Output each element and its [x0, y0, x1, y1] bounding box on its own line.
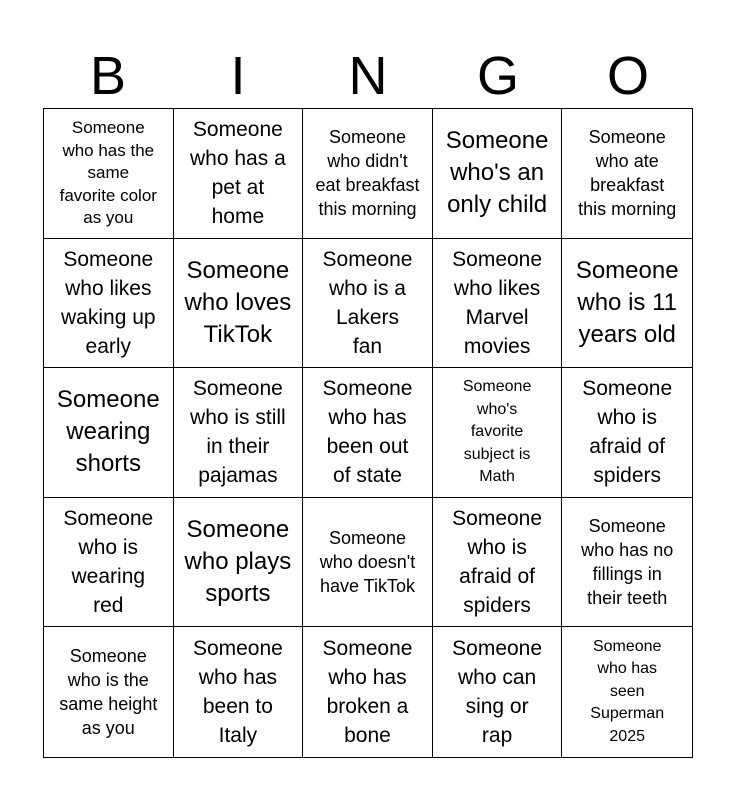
cell-text: Someone who didn't eat breakfast this morning [315, 127, 420, 220]
cell-text: Someone who can sing or rap [452, 637, 543, 748]
cell-text: Someone who likes Marvel movies [452, 247, 543, 358]
cell-text: Someone who is a Lakers fan [322, 247, 413, 358]
bingo-cell-r5-c2[interactable] [174, 627, 304, 757]
header-letter-g: G [476, 46, 519, 106]
bingo-cell-r3-c2[interactable] [174, 368, 304, 498]
bingo-cell-r5-c5[interactable] [562, 627, 692, 757]
bingo-cell-r1-c3[interactable] [303, 109, 433, 239]
bingo-cell-r3-c5[interactable] [562, 368, 692, 498]
cell-text: Someone who ate breakfast this morning [578, 127, 677, 220]
bingo-cell-r1-c1[interactable] [44, 109, 174, 239]
cell-text: Someone who doesn't have TikTok [319, 528, 416, 597]
bingo-cell-r3-c4[interactable] [433, 368, 563, 498]
cell-text: Someone who has broken a bone [322, 637, 413, 748]
cell-text: Someone who has a pet at home [190, 118, 286, 229]
bingo-cell-r1-c2[interactable] [174, 109, 304, 239]
bingo-cell-r1-c4[interactable] [433, 109, 563, 239]
bingo-cell-r3-c1[interactable] [44, 368, 174, 498]
bingo-cell-r2-c3[interactable] [303, 239, 433, 369]
bingo-cell-r2-c2[interactable] [174, 239, 304, 369]
cell-text: Someone who likes waking up early [61, 247, 156, 358]
cell-text: Someone who loves TikTok [184, 256, 292, 348]
bingo-cell-r2-c5[interactable] [562, 239, 692, 369]
cell-text: Someone who's an only child [445, 127, 549, 219]
cell-text: Someone who is wearing red [63, 507, 154, 618]
cell-text: Someone who has been out of state [322, 377, 413, 488]
cell-text: Someone who has seen Superman 2025 [590, 637, 665, 745]
bingo-cell-r2-c4[interactable] [433, 239, 563, 369]
bingo-header [43, 44, 693, 108]
bingo-cell-r4-c4[interactable] [433, 498, 563, 628]
header-letter-i: I [230, 46, 246, 106]
cell-text: Someone who has the same favorite color as you [59, 118, 157, 228]
bingo-cell-r4-c1[interactable] [44, 498, 174, 628]
bingo-cell-r5-c4[interactable] [433, 627, 563, 757]
cell-text: Someone who is 11 years old [575, 256, 679, 348]
bingo-cell-r4-c2[interactable] [174, 498, 304, 628]
bingo-cell-r5-c3[interactable] [303, 627, 433, 757]
bingo-cell-r4-c3[interactable] [303, 498, 433, 628]
cell-text: Someone who is the same height as you [59, 646, 158, 739]
cell-text: Someone who's favorite subject is Math [462, 378, 532, 486]
cell-text: Someone who has been to Italy [192, 637, 283, 748]
cell-text: Someone wearing shorts [56, 386, 160, 478]
header-letter-o: O [606, 46, 649, 106]
bingo-board [43, 108, 693, 758]
bingo-cell-r1-c5[interactable] [562, 109, 692, 239]
cell-text: Someone who is still in their pajamas [190, 377, 286, 488]
cell-text: Someone who is afraid of spiders [452, 507, 543, 618]
header-letter-b: B [89, 46, 127, 106]
header-letter-n: N [348, 46, 388, 106]
cell-text: Someone who plays sports [184, 516, 292, 608]
bingo-cell-r3-c3[interactable] [303, 368, 433, 498]
bingo-cell-r5-c1[interactable] [44, 627, 174, 757]
cell-text: Someone who has no fillings in their teeth [581, 516, 674, 609]
bingo-cell-r2-c1[interactable] [44, 239, 174, 369]
cell-text: Someone who is afraid of spiders [582, 377, 673, 488]
bingo-cell-r4-c5[interactable] [562, 498, 692, 628]
